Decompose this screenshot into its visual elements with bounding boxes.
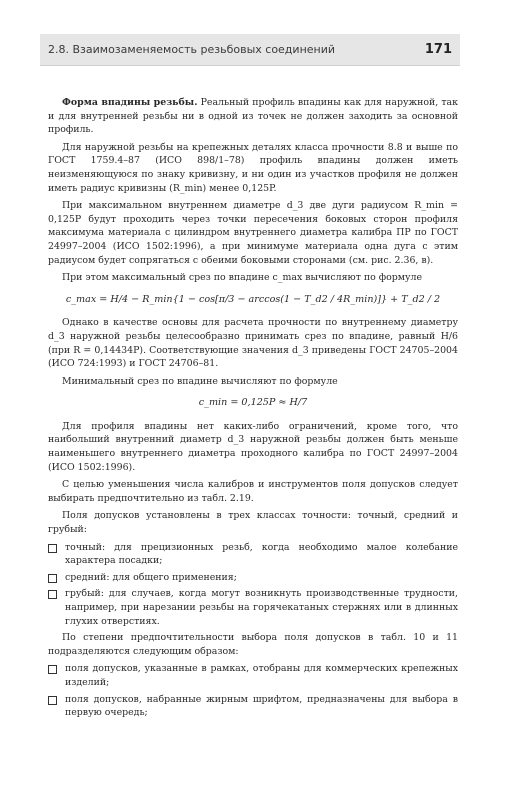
list-item: средний: для общего применения; bbox=[48, 571, 458, 585]
checkbox-bullet-icon bbox=[48, 574, 57, 583]
list-item: поля допусков, указанные в рамках, отобраны для коммерческих крепежных изделий; bbox=[48, 662, 458, 689]
tolerance-class-list bbox=[48, 541, 458, 629]
checkbox-bullet-icon bbox=[48, 696, 57, 705]
paragraph-text: Реальный профиль впадины как для наружной, так и для внутренней резьбы ни в одной из точек не должен заходить за основной профиль. bbox=[48, 97, 458, 136]
page-number: 171 bbox=[424, 42, 452, 57]
checkbox-bullet-icon bbox=[48, 665, 57, 674]
checkbox-bullet-icon bbox=[48, 544, 57, 553]
formula-cmax: c_max = H/4 − R_min{1 − cos[π/3 − arccos(1 − T_d2 / 4R_min)]} + T_d2 / 2 bbox=[65, 293, 441, 305]
checkbox-bullet-icon bbox=[48, 590, 57, 599]
section-title: 2.8. Взаимозаменяемость резьбовых соединений bbox=[48, 43, 336, 56]
paragraph-heading: Форма впадины резьбы. bbox=[62, 97, 198, 108]
paragraph-preference: По степени предпочтительности выбора поля допусков в табл. 10 и 11 подразделяются следующим образом: bbox=[48, 632, 458, 657]
paragraph-external-thread: Для наружной резьбы на крепежных деталях класса прочности 8.8 и выше по ГОСТ 1759.4–87 (ИСО 898/1–78) профиль впадины должен иметь неизменяющуюся по знаку кривизну, и ни один из участков профиля не должен иметь радиус кривизны (R_min) менее 0,125P. bbox=[48, 141, 458, 194]
paragraph-gauges: С целью уменьшения числа калибров и инструментов поля допусков следует выбирать предпочтительно из табл. 2.19. bbox=[48, 479, 458, 504]
paragraph-cmax-intro: При этом максимальный срез по впадине c_max вычисляют по формуле bbox=[62, 272, 423, 284]
list-item: поля допусков, набранные жирным шрифтом, предназначены для выбора в первую очередь; bbox=[48, 693, 458, 720]
list-item: точный: для прецизионных резьб, когда необходимо малое колебание характера посадки; bbox=[48, 541, 458, 568]
paragraph-strength-basis: Однако в качестве основы для расчета прочности по внутреннему диаметру d_3 наружной резьбы целесообразно принимать срез по впадине, равный H/6 (при R = 0,14434P). Соответствующие значения d_3 приведены ГОСТ 24705–2004 (ИСО 724:1993) и ГОСТ 24706–81. bbox=[48, 317, 458, 370]
list-item: грубый: для случаев, когда могут возникнуть производственные трудности, например, при нарезании резьбы на горячекатаных стержнях или в длинных глухих отверстиях. bbox=[48, 587, 458, 628]
formula-cmin: c_min = 0,125P ≈ H/7 bbox=[198, 397, 308, 409]
running-header bbox=[40, 34, 460, 66]
paragraph-max-diameter: При максимальном внутреннем диаметре d_3 две дуги радиусом R_min = 0,125P будут проходить через точки пересечения боковых сторон профиля максимума материала с цилиндром внутреннего диаметра калибра ПР по ГОСТ 24997–2004 (ИСО 1502:1996), а при минимуме материала одна дуга с этим радиусом будет сопрягаться с обеими боковыми сторонами (см. рис. 2.36, в). bbox=[48, 200, 458, 266]
paragraph-tolerance-classes: Поля допусков установлены в трех классах точности: точный, средний и грубый: bbox=[48, 510, 458, 536]
page-body bbox=[48, 96, 458, 723]
paragraph-cmin-intro: Минимальный срез по впадине вычисляют по формуле bbox=[62, 375, 338, 387]
preference-list bbox=[48, 662, 458, 719]
paragraph-root-profile: Для профиля впадины нет каких-либо ограничений, кроме того, что наибольший внутренний диаметр d_3 наружной резьбы должен быть меньше наименьшего внутреннего диаметра проходного калибра по ГОСТ 24997–2004 (ИСО 1502:1996). bbox=[48, 420, 458, 473]
paragraph-thread-root-form bbox=[48, 96, 458, 137]
